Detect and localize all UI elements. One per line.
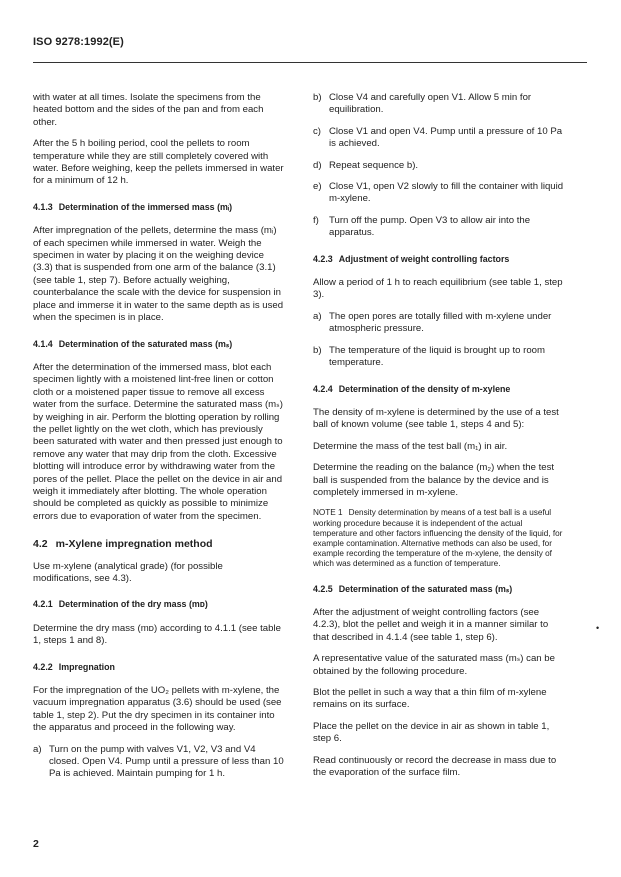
note-label: NOTE 1 xyxy=(313,508,343,518)
paragraph: After the determination of the immersed mass, blot each specimen lightly with a moistened lint-free linen or cotton cloth or a moistened paper tissue to remove all excess water from the surface. Determine the saturated mass (mₛ) by weighing in air. Perform the blotting operation by rolling the pellet lightly on the wet cloth, which has previously been saturated with water and then pressed just enough to remove any water that may drip from the cloth. Excessive blotting will introduce error by withdrawing water from the pores of the pellet. Place the pellet on the device in air and weigh it immediately after blotting. The whole operation should be completed as quickly as possible to minimize errors due to evaporation of water from the specimen. xyxy=(33,361,283,522)
paragraph: Determine the reading on the balance (m₂) when the test ball is suspended from the balance by the device and is completely immersed in m-xylene. xyxy=(313,462,555,498)
paragraph: Determine the dry mass (mᴅ) according to 4.1.1 (see table 1, steps 1 and 8). xyxy=(33,622,281,647)
heading-title: m-Xylene impregnation method xyxy=(55,538,213,551)
left-column xyxy=(33,92,284,790)
heading-title: Determination of the saturated mass (mₛ) xyxy=(58,338,233,349)
heading-title: Adjustment of weight controlling factors xyxy=(338,253,510,264)
list-text: Turn on the pump with valves V1, V2, V3 and V4 closed. Open V4. Pump until a pressure of less than 10 Pa is achieved. Maintain pumping for 1 h. xyxy=(49,743,284,780)
heading-number: 4.1.3 xyxy=(33,201,53,212)
list-text: Turn off the pump. Open V3 to allow air into the apparatus. xyxy=(329,214,531,239)
list-label: a) xyxy=(313,310,322,322)
heading-title: Impregnation xyxy=(58,661,115,672)
heading-number: 4.2 xyxy=(33,538,48,551)
paragraph: After the 5 h boiling period, cool the pellets to room temperature while they are still completely covered with water. Before weighing, keep the pellets immersed in water for a minimum of 12 h. xyxy=(33,138,284,187)
note xyxy=(313,508,564,569)
list-label: d) xyxy=(313,159,322,171)
heading-title: Determination of the immersed mass (mᵢ) xyxy=(58,201,233,212)
heading-title: Determination of the dry mass (mᴅ) xyxy=(58,599,208,610)
list-text: Close V1, open V2 slowly to fill the container with liquid m-xylene. xyxy=(329,181,564,205)
list-label: c) xyxy=(313,125,321,137)
paragraph: Read continuously or record the decrease in mass due to the evaporation of the surface film. xyxy=(313,754,557,779)
paragraph: with water at all times. Isolate the specimens from the heated bottom and the sides of the pan and from each other. xyxy=(33,92,264,128)
list-item xyxy=(313,215,564,240)
list-label: a) xyxy=(33,743,42,755)
right-column xyxy=(313,92,564,788)
list-item xyxy=(313,181,564,206)
header-rule xyxy=(33,62,587,63)
heading-4-2-2 xyxy=(33,661,284,673)
heading-number: 4.1.4 xyxy=(33,338,53,349)
list-item xyxy=(313,92,564,117)
list-item xyxy=(33,744,284,781)
list-item xyxy=(313,126,564,151)
heading-title: Determination of the density of m-xylene xyxy=(338,383,511,394)
heading-number: 4.2.4 xyxy=(313,383,333,394)
page-number: 2 xyxy=(33,838,39,850)
paragraph: After the adjustment of weight controlling factors (see 4.2.3), blot the pellet and weigh it in a manner similar to that described in 4.1.4 (see table 1, step 6). xyxy=(313,606,549,643)
paragraph: Blot the pellet in such a way that a thin film of m-xylene remains on its surface. xyxy=(313,687,547,711)
paragraph: Determine the mass of the test ball (m₁) in air. xyxy=(313,440,508,452)
heading-4-2-3 xyxy=(313,253,564,265)
list-item xyxy=(313,311,564,336)
heading-number: 4.2.3 xyxy=(313,253,333,264)
heading-number: 4.2.5 xyxy=(313,583,333,594)
paragraph: Place the pellet on the device in air as shown in table 1, step 6. xyxy=(313,720,550,745)
paragraph: The density of m-xylene is determined by the use of a test ball of known volume (see table 1, steps 4 and 5): xyxy=(313,406,559,431)
heading-number: 4.2.1 xyxy=(33,599,53,610)
heading-4-2-4 xyxy=(313,383,564,395)
paragraph: Use m-xylene (analytical grade) (for possible modifications, see 4.3). xyxy=(33,560,223,584)
list-text: Close V1 and open V4. Pump until a pressure of 10 Pa is achieved. xyxy=(329,125,563,150)
paragraph: After impregnation of the pellets, determine the mass (mᵢ) of each specimen while immersed in water. Weigh the specimen in water by placing it on the weighing device (3.3) that is suspended from one arm of the balance (3.1) (see table 1, step 7). Before actually weighing, counterbalance the scale with the device for suspension in place and immerse it in water to the same depth as is used when the specimen is in place. xyxy=(33,225,284,324)
list-label: e) xyxy=(313,181,322,193)
heading-4-2-5 xyxy=(313,583,564,595)
list-text: The open pores are totally filled with m-xylene under atmospheric pressure. xyxy=(329,310,552,335)
list-text: The temperature of the liquid is brought up to room temperature. xyxy=(329,344,545,369)
heading-number: 4.2.2 xyxy=(33,661,53,672)
list-label: f) xyxy=(313,214,319,226)
list-label: b) xyxy=(313,92,322,103)
list-label: b) xyxy=(313,344,322,356)
heading-4-1-4 xyxy=(33,338,284,350)
heading-title: Determination of the saturated mass (mₛ) xyxy=(338,583,513,594)
list-item xyxy=(313,345,564,370)
section-heading-4-2 xyxy=(33,538,284,550)
list-text: Repeat sequence b). xyxy=(329,159,419,171)
paragraph: A representative value of the saturated mass (mₛ) can be obtained by the following procedure. xyxy=(313,653,555,677)
list-item xyxy=(313,160,564,172)
paragraph: For the impregnation of the UO₂ pellets with m-xylene, the vacuum impregnation apparatus (3.6) should be used (see table 1, step 2). Put the dry specimen in its container into the apparatus and proceed in the following way. xyxy=(33,685,282,734)
heading-4-1-3 xyxy=(33,201,284,213)
paragraph: Allow a period of 1 h to reach equilibrium (see table 1, step 3). xyxy=(313,277,563,301)
scan-speck: • xyxy=(596,623,600,633)
list-text: Close V4 and carefully open V1. Allow 5 min for equilibration. xyxy=(329,92,532,116)
heading-4-2-1 xyxy=(33,598,284,610)
note-text: Density determination by means of a test ball is a useful working procedure because it is independent of the actual temperature and other factors influencing the density of the liquid, for example contamination. Alternative methods can also be used, for example recording the temperature of the m-xylene, the density of which was determined as a function of temperature. xyxy=(313,508,563,569)
document-header: ISO 9278:1992(E) xyxy=(33,36,124,48)
